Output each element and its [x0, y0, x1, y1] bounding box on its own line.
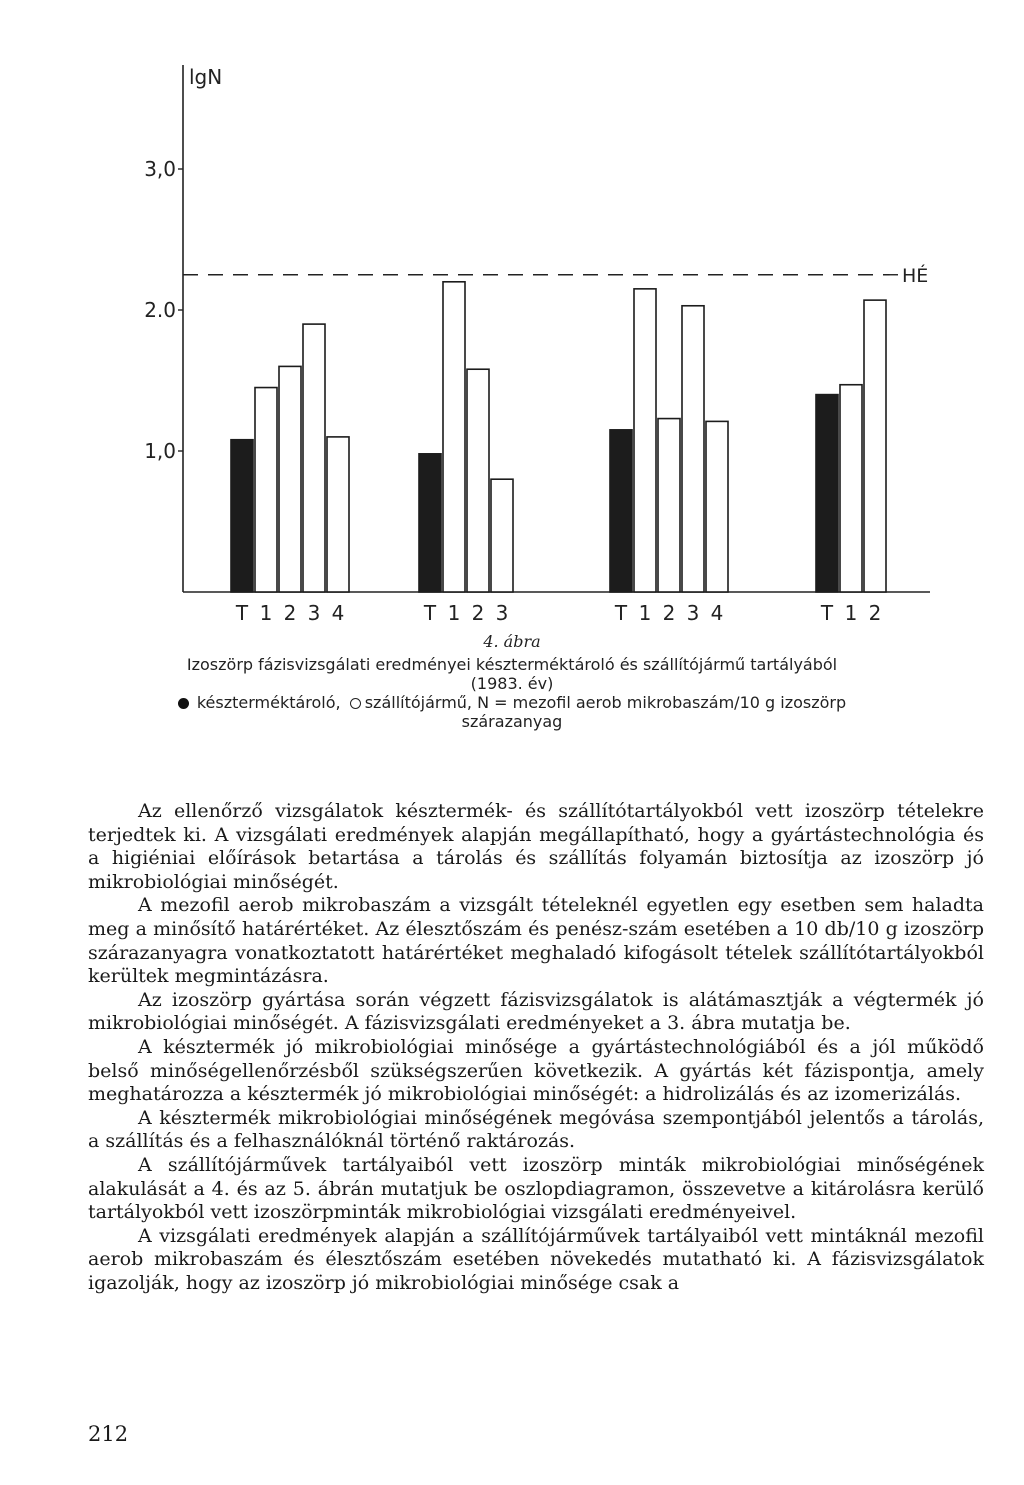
bar-open	[634, 289, 656, 592]
x-tick-label: 4	[710, 601, 724, 625]
caption-line-2: (1983. év)	[470, 674, 554, 693]
bar-open	[864, 300, 886, 592]
x-tick-label: 3	[307, 601, 321, 625]
caption-line-1: Izoszörp fázisvizsgálati eredményei készterméktároló és szállítójármű tartályából	[186, 655, 838, 674]
x-tick-label: 1	[638, 601, 652, 625]
figure-caption	[100, 632, 924, 731]
page-number: 212	[88, 1422, 129, 1446]
body-text	[88, 800, 984, 1295]
x-tick-label: 4	[331, 601, 345, 625]
caption-legend	[100, 693, 924, 712]
paragraph: A késztermék mikrobiológiai minőségének megóvása szempontjából jelentős a tárolás, a szállítás és a felhasználóknál történő raktározás.	[88, 1106, 984, 1153]
legend-open-text: szállítójármű, N = mezofil aerob mikrobaszám/10 g izoszörp	[364, 693, 847, 712]
x-tick-label: 1	[259, 601, 273, 625]
bar-open	[327, 437, 349, 592]
bar-open	[279, 366, 301, 592]
x-tick-label: T	[423, 601, 437, 625]
bar-filled	[816, 395, 838, 592]
x-tick-label: 3	[686, 601, 700, 625]
bar-open	[443, 282, 465, 592]
x-tick-label: T	[614, 601, 628, 625]
bar-open	[840, 385, 862, 592]
x-tick-label: 1	[844, 601, 858, 625]
paragraph: A késztermék jó mikrobiológiai minősége a gyártástechnológiából és a jól működő belső minőségellenőrzésből szükségszerűen következik. A gyártás két fázispontja, amely meghatározza a késztermék jó mikrobiológiai minőségét: a hidrolizálás és az izomerizálás.	[88, 1035, 984, 1106]
x-tick-label: 2	[662, 601, 676, 625]
paragraph: A szállítójárművek tartályaiból vett izoszörp minták mikrobiológiai minőségének alakulását a 4. és az 5. ábrán mutatjuk be oszlopdiagramon, összevetve a kitárolásra kerülő tartályokból vett izoszörpminták mikrobiológiai vizsgálati eredményeivel.	[88, 1153, 984, 1224]
bar-filled	[419, 454, 441, 592]
x-tick-label: 2	[283, 601, 297, 625]
x-tick-label: T	[235, 601, 249, 625]
paragraph: A mezofil aerob mikrobaszám a vizsgált tételeknél egyetlen egy esetben sem haladta meg a minősítő határértéket. Az élesztőszám és penész-szám esetében a 10 db/10 g izoszörp szárazanyagra vonatkoztatott határértéket meghaladó kifogásolt tételek szállítótartályokból kerültek megmintázásra.	[88, 894, 984, 988]
y-axis-label: lgN	[189, 65, 223, 89]
bar-open	[706, 421, 728, 592]
open-circle-icon	[350, 698, 361, 709]
chart-bars	[231, 282, 886, 592]
caption-line-4: szárazanyag	[461, 712, 563, 731]
y-tick-label: 3,0	[144, 157, 176, 181]
filled-circle-icon	[178, 698, 189, 709]
bar-open	[658, 419, 680, 592]
bar-open	[255, 388, 277, 592]
reference-line-label: HÉ	[902, 264, 929, 287]
bar-open	[303, 324, 325, 592]
bar-filled	[610, 430, 632, 592]
bar-filled	[231, 440, 253, 592]
paragraph: Az izoszörp gyártása során végzett fázisvizsgálatok is alátámasztják a végtermék jó mikrobiológiai minőségét. A fázisvizsgálati eredményeket a 3. ábra mutatja be.	[88, 988, 984, 1035]
paragraph: Az ellenőrző vizsgálatok késztermék- és szállítótartályokból vett izoszörp tételekre terjedtek ki. A vizsgálati eredmények alapján megállapítható, hogy a gyártástechnológia és a higiéniai előírások betartása a tárolás és szállítás folyamán biztosítja az izoszörp jó mikrobiológiai minőségét.	[88, 800, 984, 893]
x-tick-label: 2	[471, 601, 485, 625]
paragraph: A vizsgálati eredmények alapján a szállítójárművek tartályaiból vett mintáknál mezofil aerob mikrobaszám és élesztőszám esetében növekedés mutatható ki. A fázisvizsgálatok igazolják, hogy az izoszörp jó mikrobiológiai minősége csak a	[88, 1224, 984, 1294]
legend-filled-text: készterméktároló,	[196, 693, 341, 712]
x-tick-label: 2	[868, 601, 882, 625]
bar-open	[467, 369, 489, 592]
y-tick-label: 1,0	[144, 439, 176, 463]
y-tick-label: 2.0	[144, 298, 176, 322]
bar-open	[682, 306, 704, 592]
x-tick-label: 3	[495, 601, 509, 625]
bar-chart	[0, 0, 1024, 640]
bar-open	[491, 479, 513, 592]
x-tick-label: 1	[447, 601, 461, 625]
x-tick-label: T	[820, 601, 834, 625]
figure-label: 4. ábra	[483, 632, 541, 651]
